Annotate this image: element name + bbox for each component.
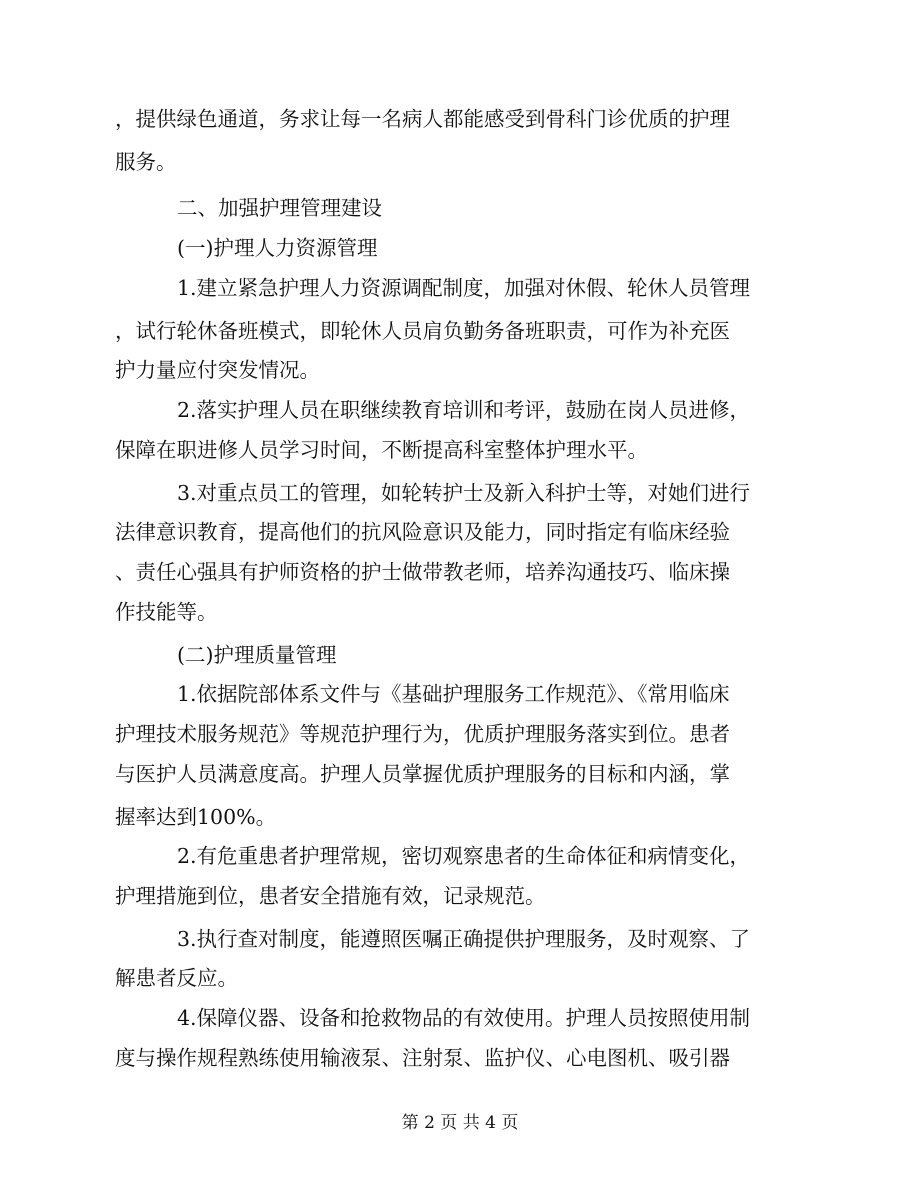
text-line: ，提供绿色通道，务求让每一名病人都能感受到骨科门诊优质的护理: [115, 107, 730, 131]
text-line: 保障在职进修人员学习时间，不断提高科室整体护理水平。: [115, 438, 648, 462]
section-heading: 二、加强护理管理建设: [177, 196, 382, 220]
text-line: 3.执行查对制度，能遵照医嘱正确提供护理服务，及时观察、了: [177, 927, 751, 951]
text-line: 护理技术服务规范》等规范护理行为，优质护理服务落实到位。患者: [115, 722, 730, 746]
text-line: 服务。: [115, 150, 177, 174]
text-line: 4.保障仪器、设备和抢救物品的有效使用。护理人员按照使用制: [177, 1006, 751, 1030]
text-line: 2.落实护理人员在职继续教育培训和考评，鼓励在岗人员进修，: [177, 398, 751, 422]
text-line: 护力量应付突发情况。: [115, 358, 320, 382]
text-line: 1.建立紧急护理人力资源调配制度，加强对休假、轮休人员管理: [177, 276, 751, 300]
text-line: 1.依据院部体系文件与《基础护理服务工作规范》、《常用临床: [177, 682, 730, 706]
text-line: 作技能等。: [115, 600, 218, 624]
text-line: 护理措施到位，患者安全措施有效，记录规范。: [115, 884, 546, 908]
page-number-footer: 第 2 页 共 4 页: [401, 1113, 519, 1133]
text-line: 法律意识教育，提高他们的抗风险意识及能力，同时指定有临床经验: [115, 520, 730, 544]
text-line: 与医护人员满意度高。护理人员掌握优质护理服务的目标和内涵，掌: [115, 762, 730, 786]
subsection-heading: (二)护理质量管理: [177, 643, 337, 667]
text-line: 度与操作规程熟练使用输液泵、注射泵、监护仪、心电图机、吸引器: [115, 1046, 730, 1070]
text-line: 2.有危重患者护理常规，密切观察患者的生命体征和病情变化，: [177, 844, 751, 868]
text-line: 解患者反应。: [115, 966, 238, 990]
text-line: 3.对重点员工的管理，如轮转护士及新入科护士等，对她们进行: [177, 481, 751, 505]
text-line: 握率达到100%。: [115, 805, 277, 829]
subsection-heading: (一)护理人力资源管理: [177, 236, 378, 260]
text-line: ，试行轮休备班模式，即轮休人员肩负勤务备班职责，可作为补充医: [115, 319, 730, 343]
text-line: 、责任心强具有护师资格的护士做带教老师，培养沟通技巧、临床操: [115, 560, 730, 584]
